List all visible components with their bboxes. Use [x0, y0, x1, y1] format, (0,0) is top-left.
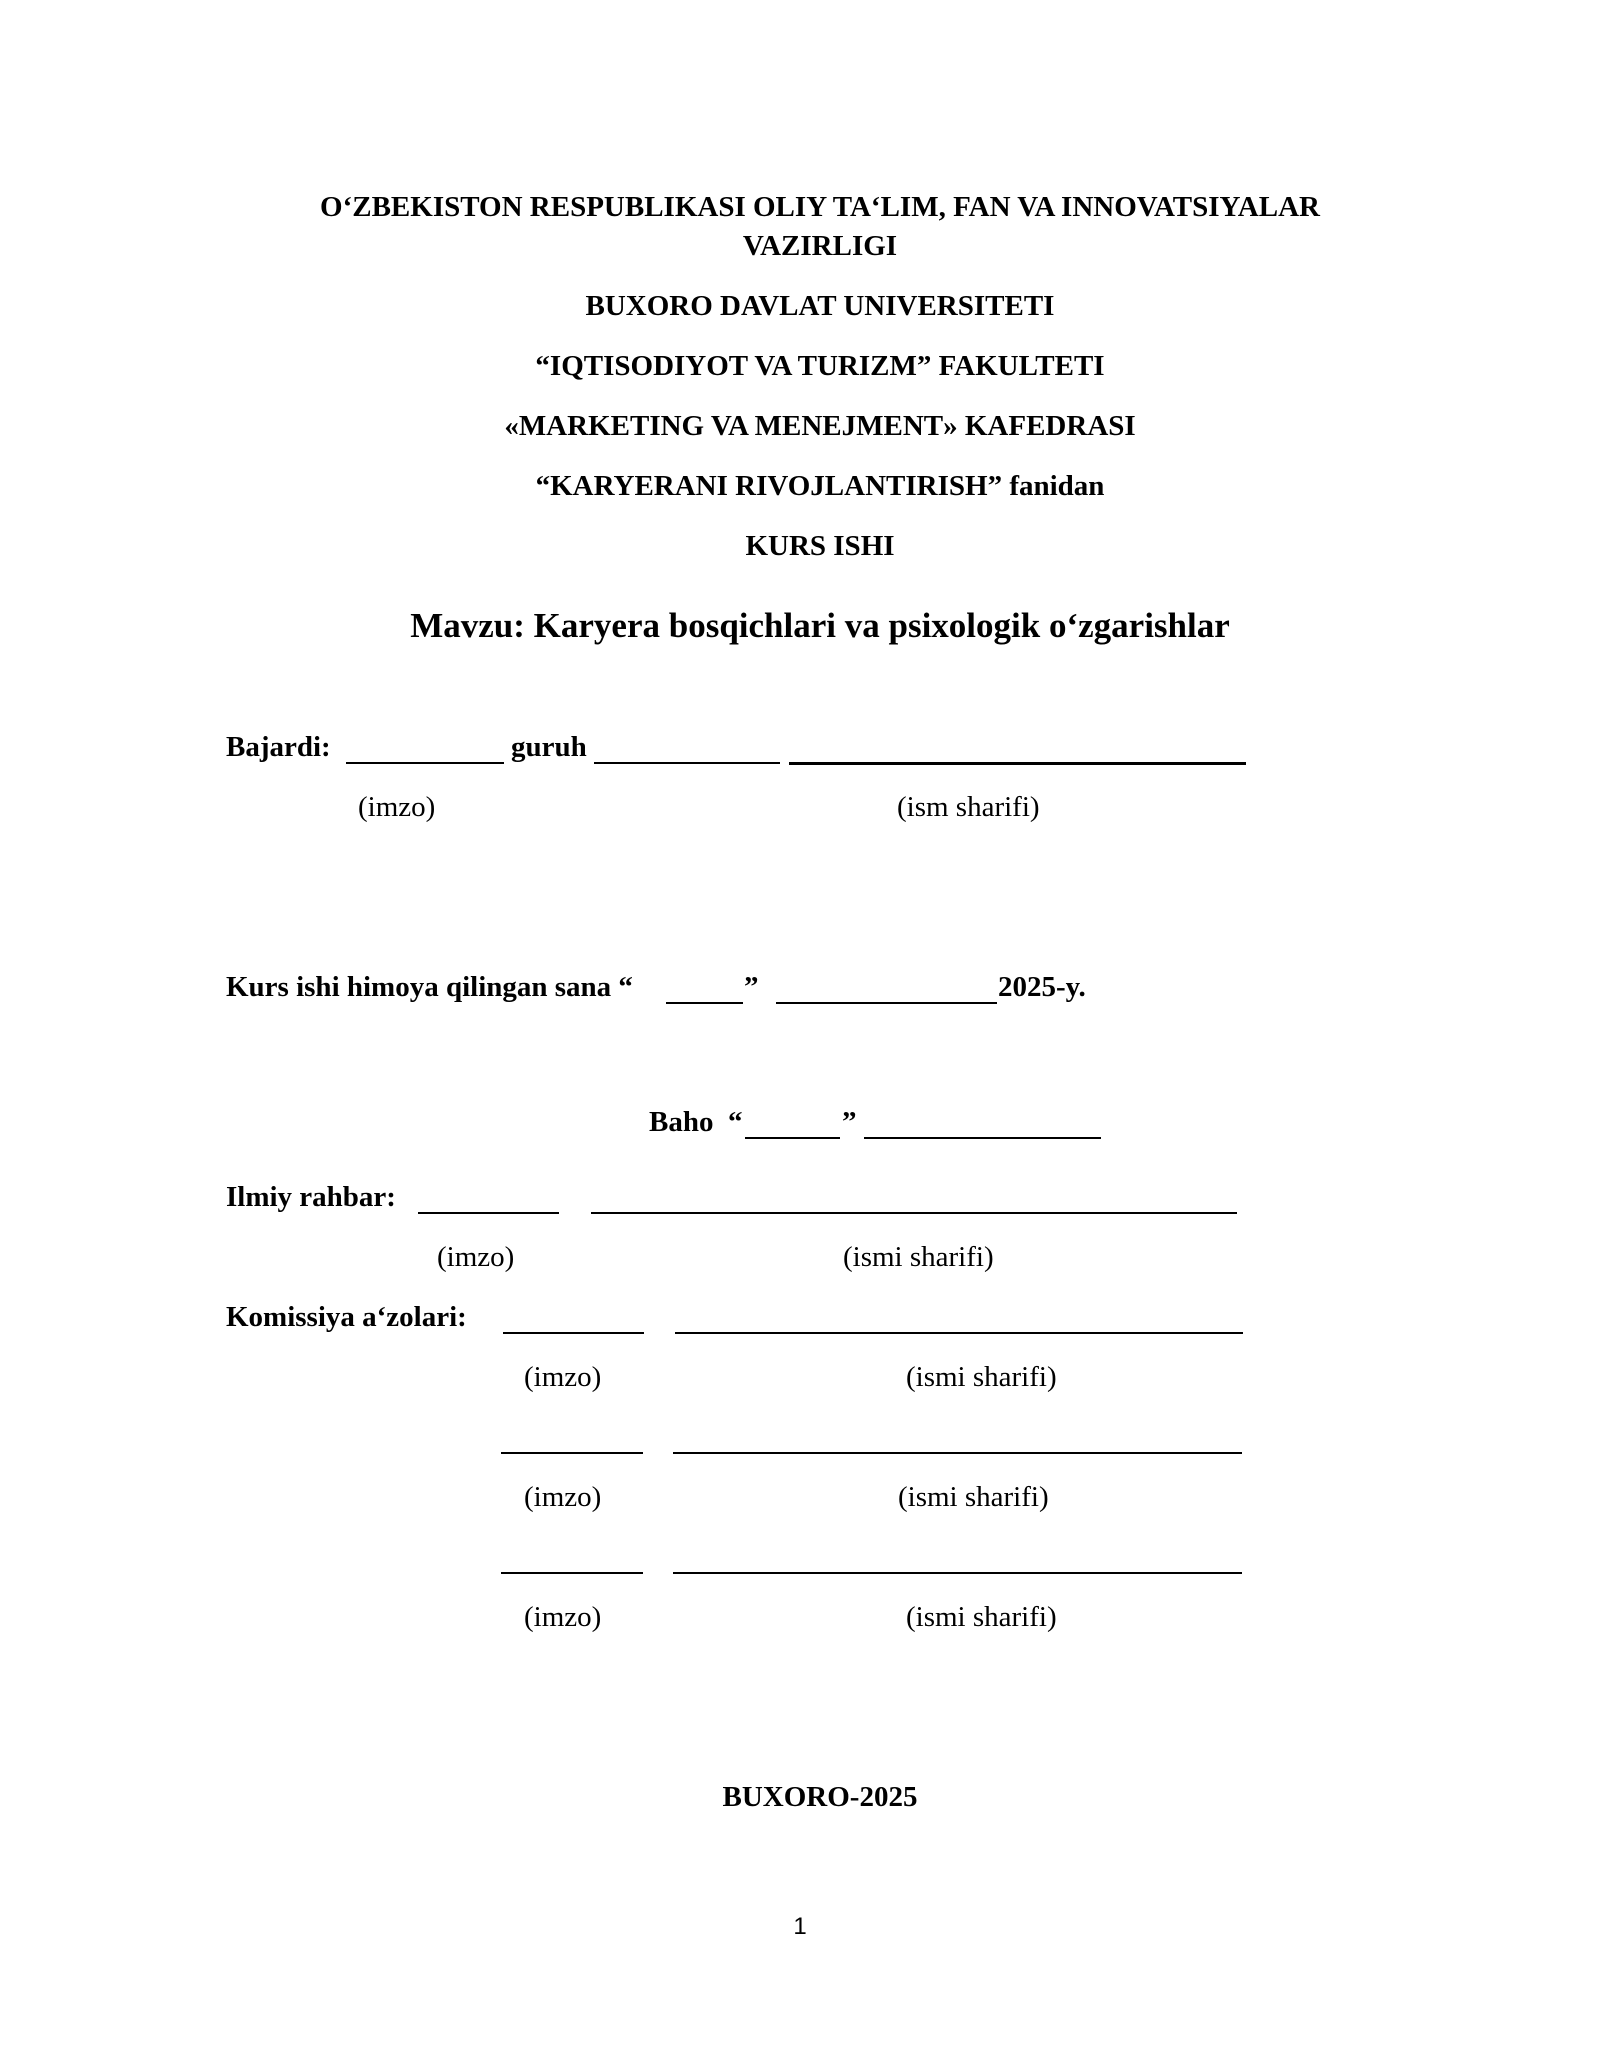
page-number: 1	[793, 1913, 807, 1940]
commission-member-3-signature-blank[interactable]	[501, 1572, 643, 1574]
commission-member-1-name-blank[interactable]	[675, 1332, 1243, 1334]
commission-member-2-name-caption: (ismi sharifi)	[898, 1481, 1049, 1513]
defense-date-close-quote: ”	[744, 971, 759, 1003]
subject-title: “KARYERANI RIVOJLANTIRISH” fanidan	[535, 470, 1105, 502]
commission-member-2-signature-caption: (imzo)	[524, 1481, 602, 1513]
commission-member-1-signature-caption: (imzo)	[524, 1361, 602, 1393]
ministry-title-line1: O‘ZBEKISTON RESPUBLIKASI OLIY TA‘LIM, FAN VA INNOVATSIYALAR	[320, 191, 1320, 223]
commission-member-1-signature-blank[interactable]	[503, 1332, 644, 1334]
student-name-blank[interactable]	[789, 762, 1246, 765]
commission-member-2-signature-blank[interactable]	[501, 1452, 643, 1454]
commission-member-3-name-blank[interactable]	[673, 1572, 1242, 1574]
supervisor-signature-blank[interactable]	[418, 1212, 559, 1214]
completed-by-label: Bajardi:	[226, 731, 331, 763]
university-name: BUXORO DAVLAT UNIVERSITETI	[585, 290, 1055, 322]
grade-value-blank[interactable]	[745, 1137, 840, 1139]
grade-words-blank[interactable]	[864, 1137, 1101, 1139]
commission-member-3-name-caption: (ismi sharifi)	[906, 1601, 1057, 1633]
city-year: BUXORO-2025	[722, 1781, 918, 1813]
commission-member-3-signature-caption: (imzo)	[524, 1601, 602, 1633]
commission-label: Komissiya a‘zolari:	[226, 1301, 467, 1333]
student-name-caption: (ism sharifi)	[897, 791, 1040, 823]
department-name: «MARKETING VA MENEJMENT» KAFEDRASI	[504, 410, 1136, 442]
supervisor-name-blank[interactable]	[591, 1212, 1237, 1214]
faculty-name: “IQTISODIYOT VA TURIZM” FAKULTETI	[535, 350, 1105, 382]
supervisor-label: Ilmiy rahbar:	[226, 1181, 396, 1213]
student-signature-caption: (imzo)	[358, 791, 436, 823]
work-type-title: KURS ISHI	[745, 530, 895, 562]
topic-title: Mavzu: Karyera bosqichlari va psixologik o‘zgarishlar	[410, 606, 1230, 645]
defense-date-label: Kurs ishi himoya qilingan sana “	[226, 971, 633, 1003]
group-number-blank[interactable]	[346, 762, 504, 764]
supervisor-signature-caption: (imzo)	[437, 1241, 515, 1273]
grade-label: Baho	[649, 1106, 714, 1138]
defense-day-blank[interactable]	[666, 1002, 743, 1004]
grade-open-quote: “	[728, 1106, 743, 1138]
commission-member-1-name-caption: (ismi sharifi)	[906, 1361, 1057, 1393]
ministry-title-line2: VAZIRLIGI	[742, 230, 898, 262]
defense-year: 2025-y.	[998, 971, 1086, 1003]
commission-member-2-name-blank[interactable]	[673, 1452, 1242, 1454]
grade-close-quote: ”	[842, 1106, 857, 1138]
defense-month-blank[interactable]	[776, 1002, 997, 1004]
group-blank[interactable]	[594, 762, 780, 764]
supervisor-name-caption: (ismi sharifi)	[843, 1241, 994, 1273]
group-label: guruh	[511, 731, 587, 763]
